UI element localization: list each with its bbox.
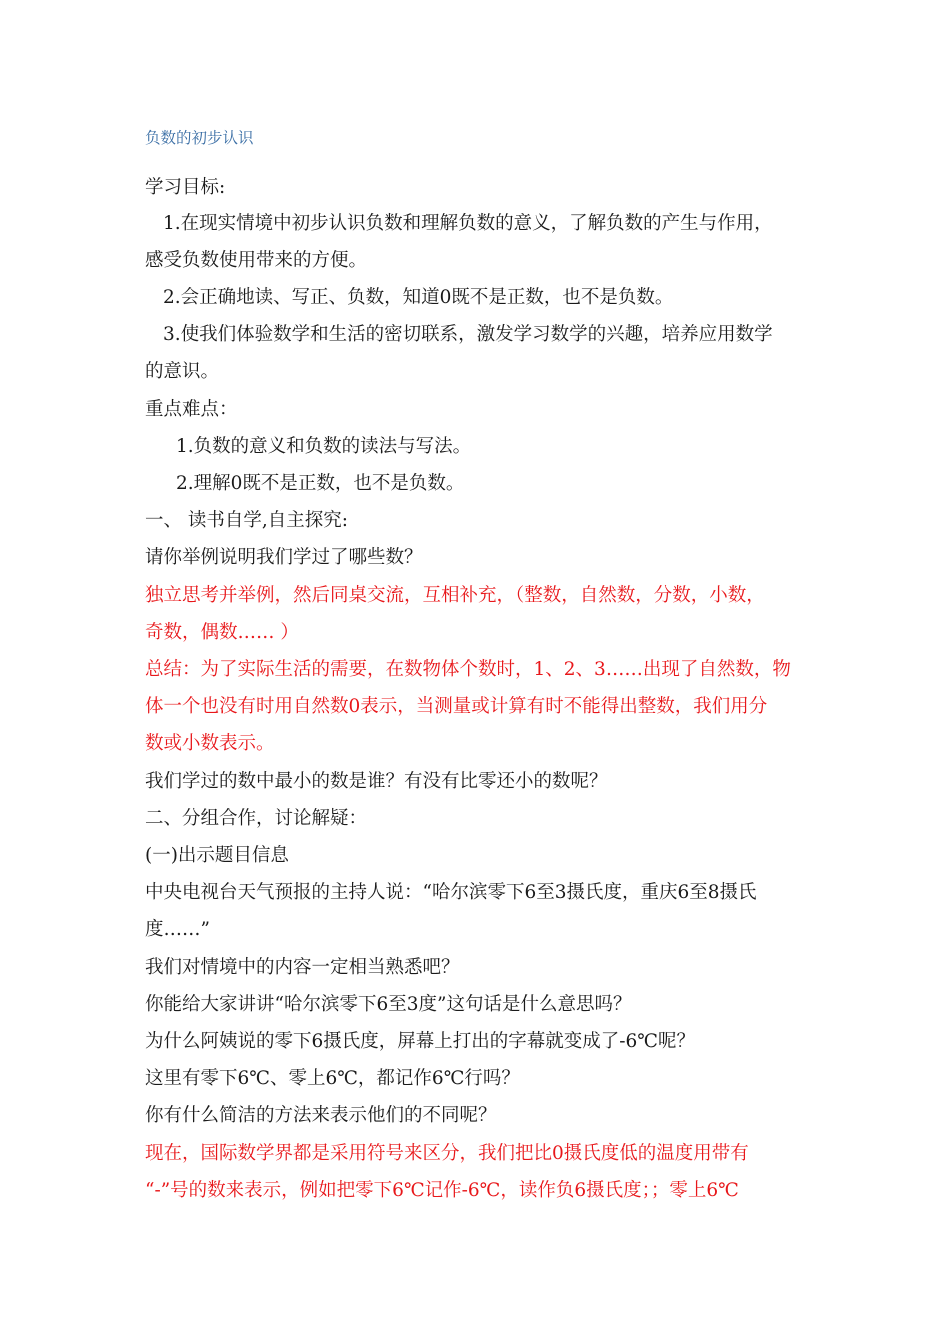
question-both-6: 这里有零下6℃、零上6℃，都记作6℃行吗？ xyxy=(145,1068,520,1089)
explanation-line-1: 现在，国际数学界都是采用符号来区分，我们把比0摄氏度低的温度用带有 xyxy=(145,1143,749,1164)
answer-line-2: 奇数，偶数…… ） xyxy=(145,622,299,643)
page-title: 负数的初步认识 xyxy=(145,129,254,147)
goal-3-line-1: 3.使我们体验数学和生活的密切联系，激发学习数学的兴趣，培养应用数学 xyxy=(163,324,773,345)
summary-line-3: 数或小数表示。 xyxy=(145,733,275,754)
goal-2: 2.会正确地读、写正、负数，知道0既不是正数，也不是负数。 xyxy=(163,287,674,308)
goal-1-line-1: 1.在现实情境中初步认识负数和理解负数的意义，了解负数的产生与作用， xyxy=(163,213,773,234)
question-smallest-number: 我们学过的数中最小的数是谁？有没有比零还小的数呢？ xyxy=(145,771,608,792)
weather-report-line-1: 中央电视台天气预报的主持人说：“哈尔滨零下6至3摄氏度，重庆6至8摄氏 xyxy=(145,882,757,903)
goal-1-line-2: 感受负数使用带来的方便。 xyxy=(145,250,368,271)
explanation-line-2: “-”号的数来表示，例如把零下6℃记作-6℃，读作负6摄氏度；；零上6℃ xyxy=(145,1180,739,1201)
key-point-2: 2.理解0既不是正数，也不是负数。 xyxy=(176,473,465,494)
question-meaning: 你能给大家讲讲“哈尔滨零下6至3度”这句话是什么意思吗？ xyxy=(145,994,632,1015)
question-simple-method: 你有什么简洁的方法来表示他们的不同呢？ xyxy=(145,1105,497,1126)
heading-learning-goals: 学习目标: xyxy=(145,177,226,198)
question-familiar: 我们对情境中的内容一定相当熟悉吧？ xyxy=(145,957,460,978)
section-2-heading: 二、分组合作，讨论解疑： xyxy=(145,808,368,829)
question-numbers-learned: 请你举例说明我们学过了哪些数？ xyxy=(145,547,423,568)
heading-key-points: 重点难点： xyxy=(145,399,238,420)
answer-line-1: 独立思考并举例，然后同桌交流，互相补充，（整数，自然数，分数，小数， xyxy=(145,585,765,606)
subsection-heading: (一)出示题目信息 xyxy=(145,845,289,866)
weather-report-line-2: 度……” xyxy=(145,919,210,940)
section-1-heading: 一、 读书自学,自主探究: xyxy=(145,510,348,531)
summary-line-1: 总结：为了实际生活的需要，在数物体个数时，1、2、3……出现了自然数，物 xyxy=(145,659,791,680)
question-why-minus: 为什么阿姨说的零下6摄氏度，屏幕上打出的字幕就变成了-6℃呢？ xyxy=(145,1031,695,1052)
summary-line-2: 体一个也没有时用自然数0表示，当测量或计算有时不能得出整数，我们用分 xyxy=(145,696,768,717)
goal-3-line-2: 的意识。 xyxy=(145,361,220,382)
key-point-1: 1.负数的意义和负数的读法与写法。 xyxy=(176,436,472,457)
